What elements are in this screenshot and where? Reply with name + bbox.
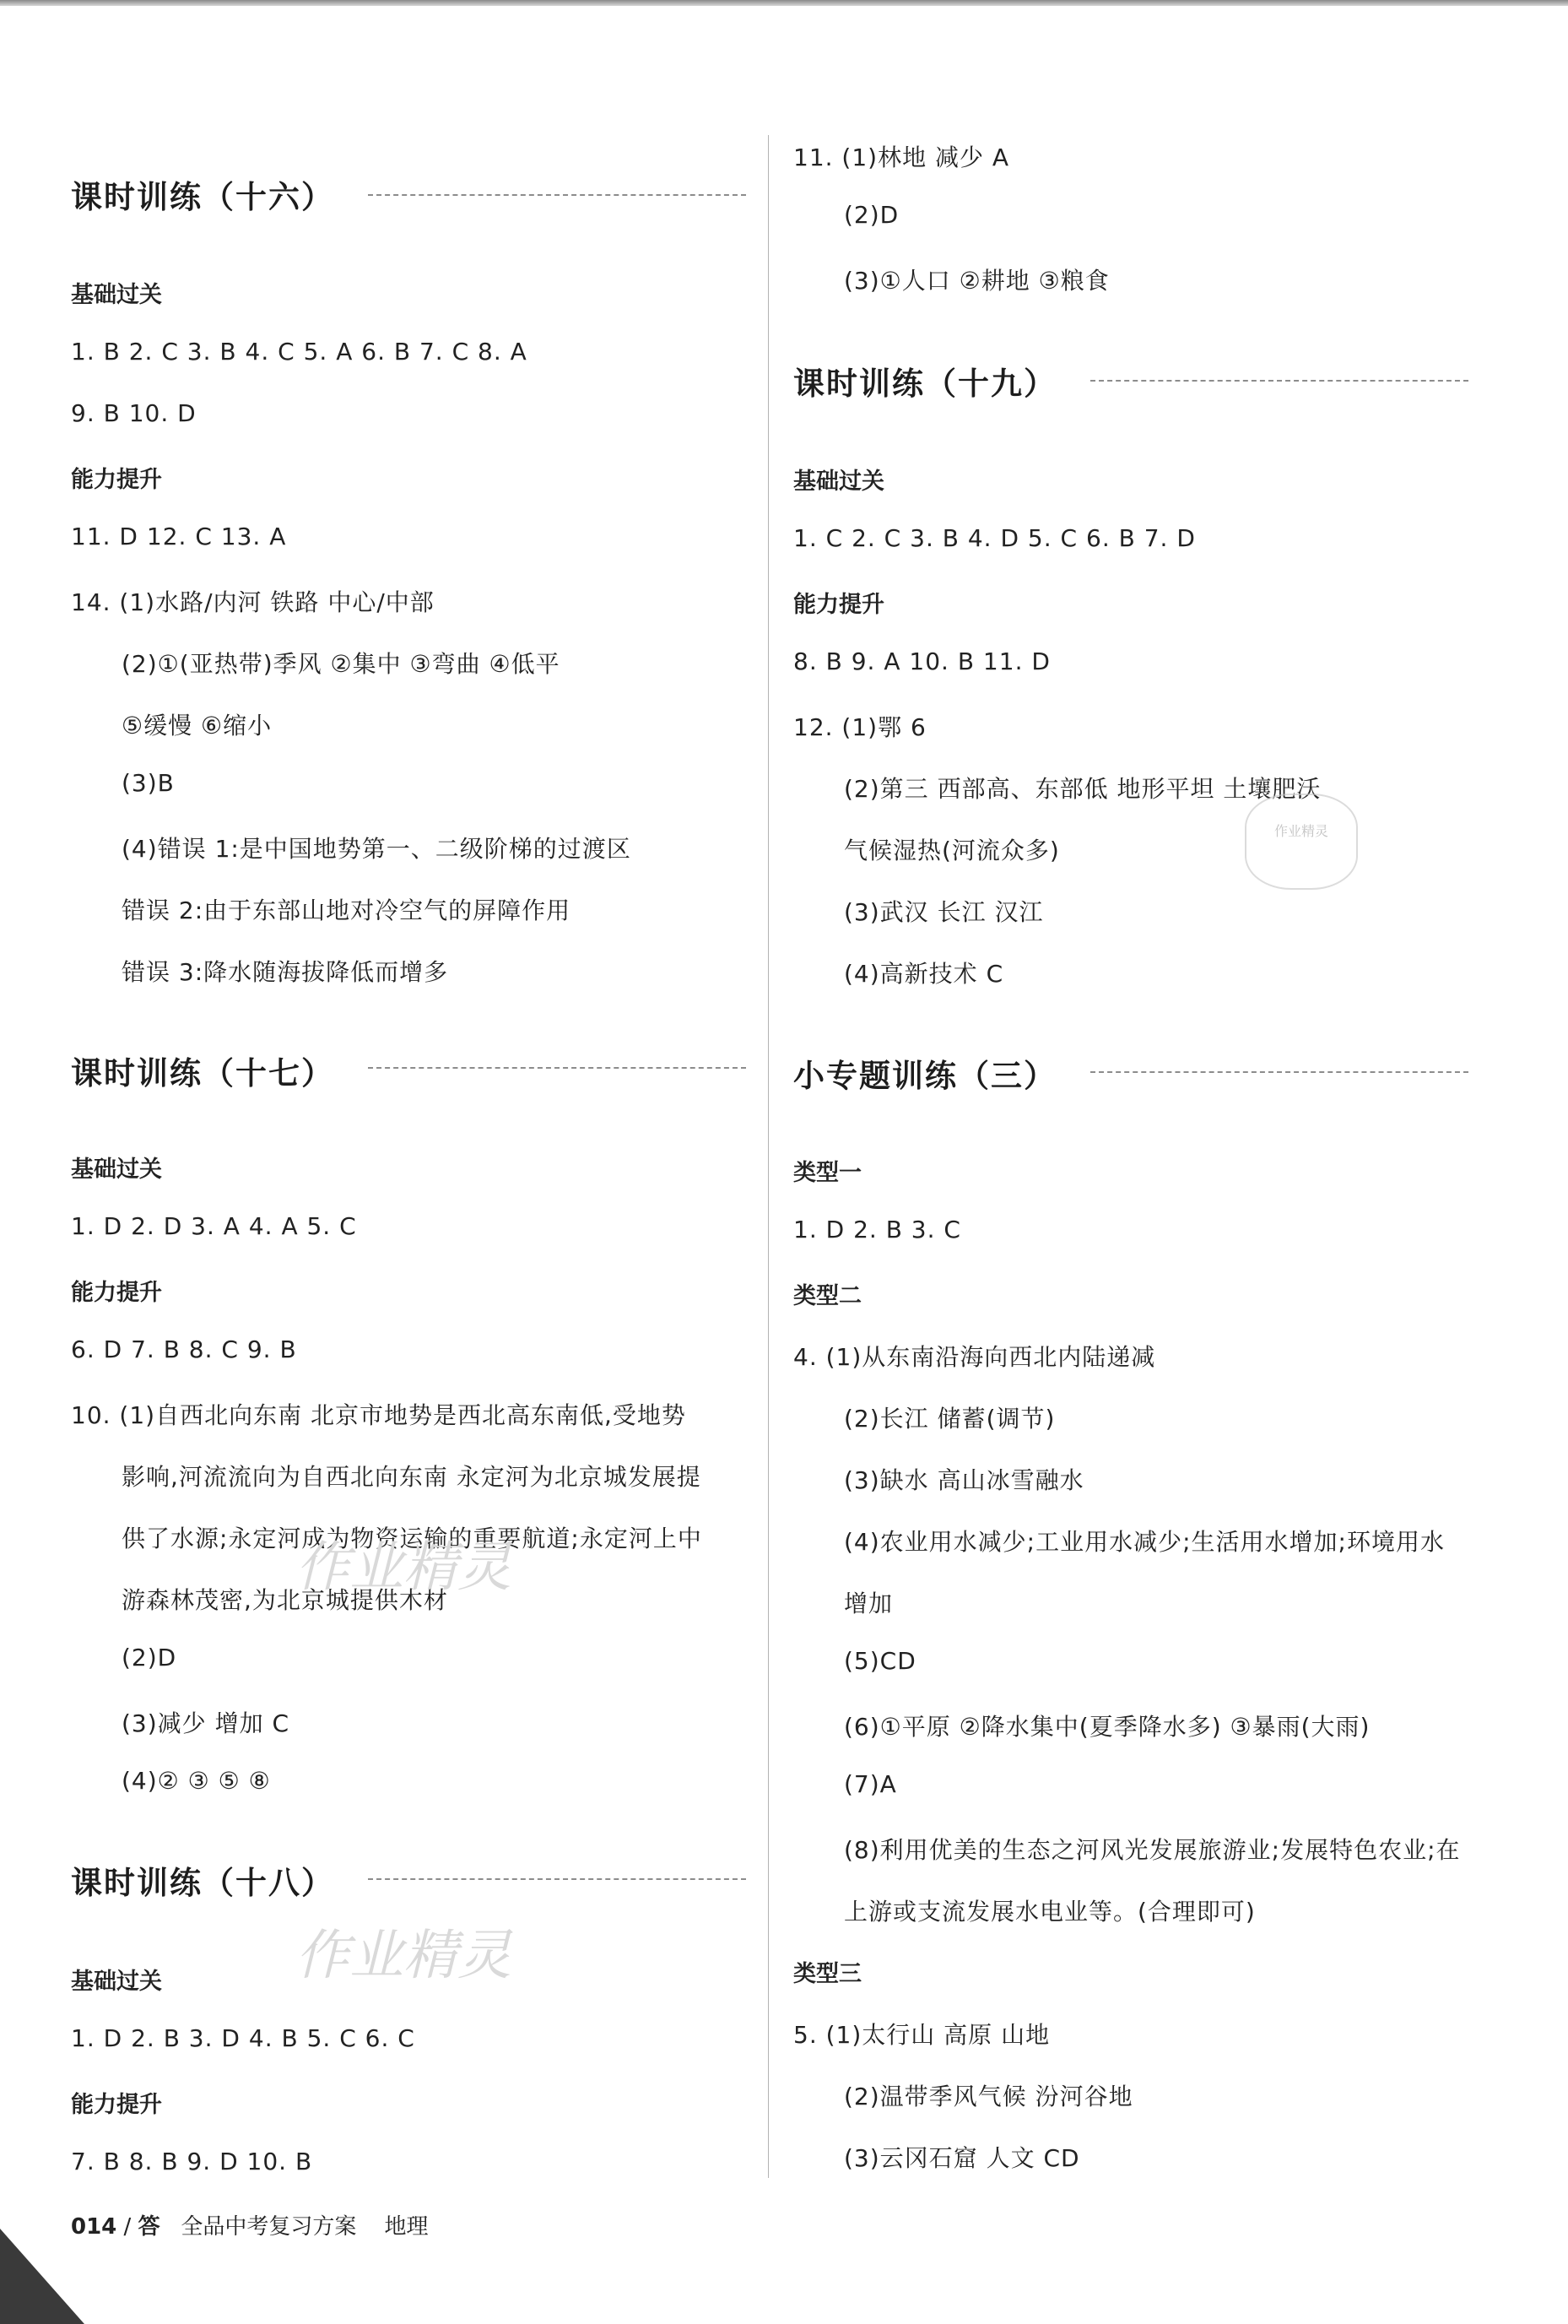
answer-line: (3)减少 增加 C (122, 1709, 290, 1737)
footer-slash: / (123, 2214, 132, 2240)
answer-line: 5. (1)太行山 高原 山地 (793, 2021, 1051, 2049)
column-divider (768, 135, 769, 2178)
watermark-text: 作业精灵 (295, 1925, 511, 1987)
answer-line: 游森林茂密,为北京城提供木材 (122, 1586, 448, 1614)
answer-line: (2)①(亚热带)季风 ②集中 ③弯曲 ④低平 (122, 650, 560, 678)
answer-line: 11. (1)林地 减少 A (793, 144, 1010, 171)
title-rule-17 (368, 1067, 746, 1069)
answer-line: (4)农业用水减少;工业用水减少;生活用水增加;环境用水 (844, 1528, 1445, 1556)
ability-heading-18: 能力提升 (71, 2092, 162, 2118)
answer-line: 气候湿热(河流众多) (844, 837, 1060, 864)
answer-line: (7)A (844, 1770, 897, 1798)
answer-line: (2)第三 西部高、东部低 地形平坦 土壤肥沃 (844, 775, 1322, 803)
section-title-special-3: 小专题训练（三） (793, 1058, 1057, 1094)
title-rule-18 (368, 1878, 746, 1880)
answer-line: 9. B 10. D (71, 399, 197, 427)
ability-heading-19: 能力提升 (793, 592, 884, 618)
answer-line: 1. D 2. B 3. C (793, 1216, 961, 1243)
answer-mark: 答 (138, 2214, 160, 2240)
watermark-text: 作业精灵 (295, 1536, 511, 1599)
watermark-stamp (1245, 794, 1358, 890)
type-one-heading: 类型一 (793, 1160, 862, 1186)
section-title-19: 课时训练（十九） (793, 366, 1057, 402)
answer-line: (2)D (844, 201, 900, 229)
page-footer (71, 2209, 428, 2240)
book-title: 全品中考复习方案 (181, 2214, 357, 2240)
basic-heading-16: 基础过关 (71, 282, 162, 308)
answer-line: 14. (1)水路/内河 铁路 中心/中部 (71, 588, 435, 616)
answer-line: 影响,河流流向为自西北向东南 永定河为北京城发展提 (122, 1463, 701, 1491)
answer-line: (3)缺水 高山冰雪融水 (844, 1466, 1084, 1494)
basic-heading-18: 基础过关 (71, 1969, 162, 1995)
answer-line: 1. B 2. C 3. B 4. C 5. A 6. B 7. C 8. A (71, 338, 527, 366)
basic-heading-19: 基础过关 (793, 469, 884, 495)
answer-line: 1. D 2. D 3. A 4. A 5. C (71, 1212, 357, 1240)
type-two-heading: 类型二 (793, 1283, 862, 1309)
answer-line: (2)D (122, 1644, 177, 1671)
answer-line: 12. (1)鄂 6 (793, 713, 927, 741)
title-rule-16 (368, 194, 746, 196)
basic-heading-17: 基础过关 (71, 1157, 162, 1183)
answer-line: (4)② ③ ⑤ ⑧ (122, 1767, 271, 1795)
answer-line: 4. (1)从东南沿海向西北内陆递减 (793, 1343, 1156, 1371)
ability-heading-17: 能力提升 (71, 1280, 162, 1306)
answer-line: 错误 2:由于东部山地对冷空气的屏障作用 (122, 897, 571, 924)
answer-line: (3)B (122, 769, 175, 797)
answer-line: 1. D 2. B 3. D 4. B 5. C 6. C (71, 2024, 415, 2052)
answer-line: 错误 3:降水随海拔降低而增多 (122, 958, 449, 986)
answer-line: 供了水源;永定河成为物资运输的重要航道;永定河上中 (122, 1525, 702, 1552)
section-title-17: 课时训练（十七） (71, 1055, 334, 1092)
answer-line: (3)①人口 ②耕地 ③粮食 (844, 267, 1110, 295)
title-rule-special-3 (1090, 1071, 1468, 1073)
section-title-18: 课时训练（十八） (71, 1865, 334, 1901)
type-three-heading: 类型三 (793, 1961, 862, 1987)
answer-line: ⑤缓慢 ⑥缩小 (122, 712, 273, 739)
answer-line: (8)利用优美的生态之河风光发展旅游业;发展特色农业;在 (844, 1836, 1461, 1864)
ability-heading-16: 能力提升 (71, 467, 162, 493)
answer-line: (3)云冈石窟 人文 CD (844, 2144, 1080, 2172)
stamp-text: 作业精灵 (1273, 823, 1328, 839)
answer-line: 11. D 12. C 13. A (71, 523, 287, 550)
answer-line: 1. C 2. C 3. B 4. D 5. C 6. B 7. D (793, 524, 1196, 552)
page-number: 014 (71, 2214, 117, 2240)
answer-line: 7. B 8. B 9. D 10. B (71, 2148, 313, 2175)
answer-line: 8. B 9. A 10. B 11. D (793, 647, 1051, 675)
answer-line: (3)武汉 长江 汉江 (844, 898, 1044, 926)
answer-line: 10. (1)自西北向东南 北京市地势是西北高东南低,受地势 (71, 1401, 686, 1429)
answer-line: (6)①平原 ②降水集中(夏季降水多) ③暴雨(大雨) (844, 1713, 1371, 1741)
answer-line: (4)错误 1:是中国地势第一、二级阶梯的过渡区 (122, 835, 631, 863)
answer-line: 上游或支流发展水电业等。(合理即可) (844, 1898, 1256, 1926)
subject-name: 地理 (384, 2214, 429, 2240)
answer-line: 6. D 7. B 8. C 9. B (71, 1335, 297, 1363)
corner-triangle (0, 2229, 84, 2324)
title-rule-19 (1090, 380, 1468, 382)
answer-line: (2)温带季风气候 汾河谷地 (844, 2083, 1133, 2110)
answer-line: (5)CD (844, 1647, 916, 1675)
answer-line: (2)长江 储蓄(调节) (844, 1405, 1056, 1433)
answer-line: 增加 (844, 1590, 894, 1617)
section-title-16: 课时训练（十六） (71, 179, 334, 215)
top-edge-bar (0, 0, 1568, 6)
answer-line: (4)高新技术 C (844, 960, 1004, 988)
